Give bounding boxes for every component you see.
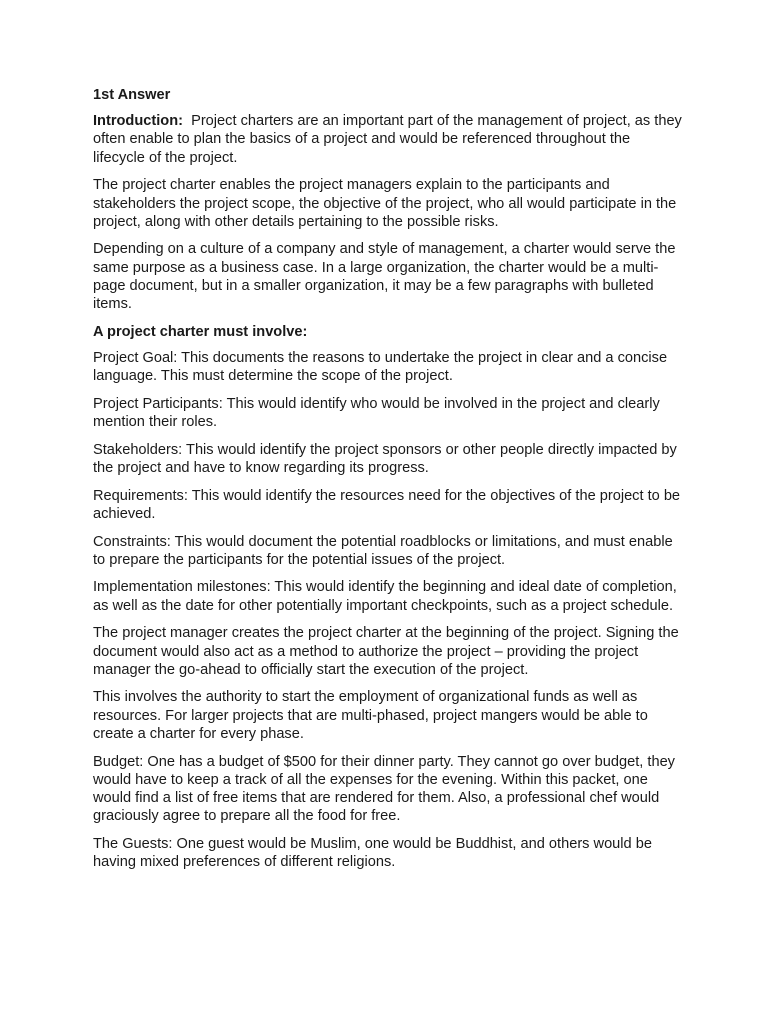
body-paragraph: Depending on a culture of a company and style of management, a charter would serve the same purpose as a business case. In a large organization, the charter would be a multi-page document, but in a smaller organization, it may be a few paragraphs with bulleted items. — [93, 241, 676, 313]
body-paragraph: The project manager creates the project charter at the beginning of the project. Signing the document would also act as a method to authorize the project – providing the project manager the go-ahead to officially start the execution of the project. — [93, 625, 679, 678]
body-paragraph: The project charter enables the project managers explain to the participants and stakeholders the project scope, the objective of the project, who all would participate in the project, along with other details pertaining to the possible risks. — [93, 177, 677, 230]
body-paragraph: Project Participants: This would identify who would be involved in the project and clearly mention their roles. — [93, 395, 660, 431]
body-paragraph: Project Goal: This documents the reasons to undertake the project in clear and a concise language. This must determine the scope of the project. — [93, 349, 668, 385]
body-paragraph: Implementation milestones: This would identify the beginning and ideal date of completion, as well as the date for other potentially important checkpoints, such as a project schedule. — [93, 579, 677, 614]
body-paragraph: Budget: One has a budget of $500 for their dinner party. They cannot go over budget, they would have to keep a track of all the expenses for the evening. Within this packet, one would find a list of free items that are rendered for them. Also, a professional chef would graciously agree to prepare all the food for free. — [93, 753, 675, 825]
section-subheading: A project charter must involve: — [93, 323, 308, 340]
intro-paragraph — [93, 112, 686, 167]
intro-text: Project charters are an important part of the management of project, as they often enable to plan the basics of a project and would be referenced throughout the lifecycle of the project. — [93, 113, 686, 166]
body-paragraph: The Guests: One guest would be Muslim, one would be Buddhist, and others would be having mixed preferences of different religions. — [93, 835, 652, 871]
document-page — [93, 86, 686, 881]
body-paragraph: Requirements: This would identify the resources need for the objectives of the project to be achieved. — [93, 487, 681, 522]
body-paragraph: Stakeholders: This would identify the project sponsors or other people directly impacted by the project and have to know regarding its progress. — [93, 441, 677, 476]
body-paragraph: This involves the authority to start the employment of organizational funds as well as resources. For larger projects that are multi-phased, project mangers would be able to create a charter for every phase. — [93, 689, 648, 742]
intro-label: Introduction: — [93, 113, 183, 130]
body-paragraph: Constraints: This would document the potential roadblocks or limitations, and must enable to prepare the participants for the potential issues of the project. — [93, 533, 673, 568]
document-title: 1st Answer — [93, 87, 171, 103]
